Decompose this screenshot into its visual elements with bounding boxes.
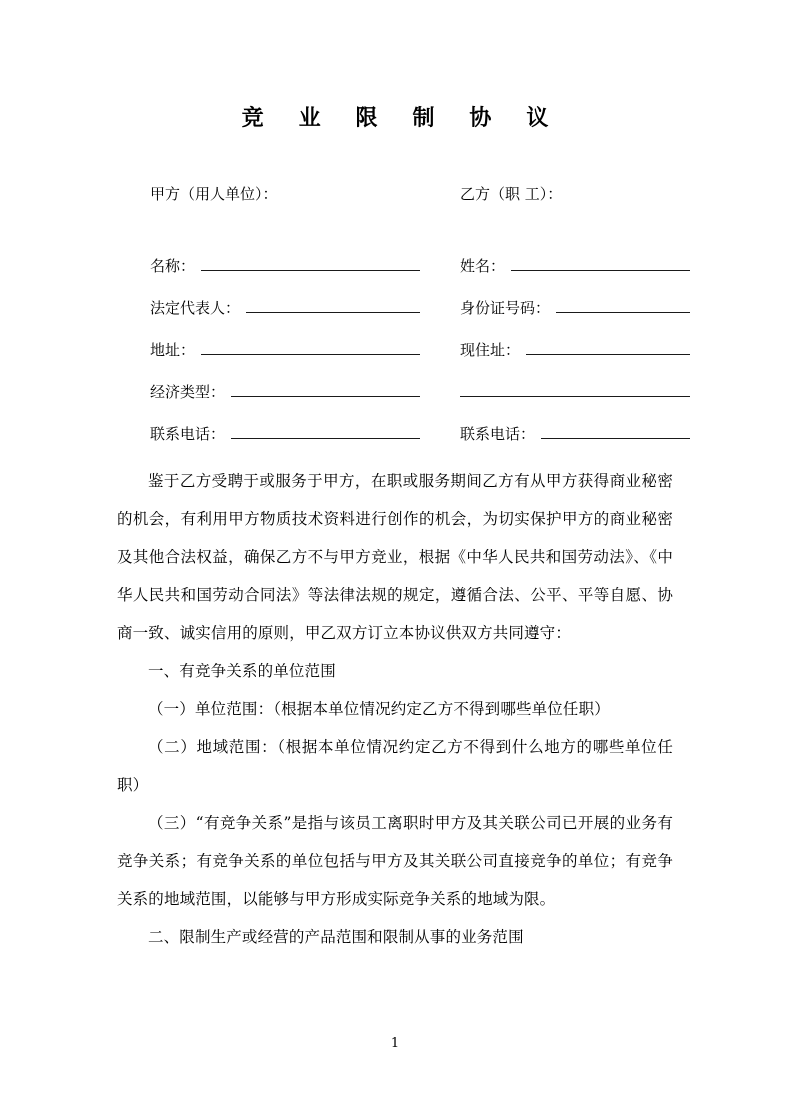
page-title: 竞 业 限 制 协 议	[241, 105, 562, 131]
clause-1-2: （二）地域范围：（根据本单位情况约定乙方不得到什么地方的哪些单位任职）	[117, 738, 673, 794]
field-id-number[interactable]	[460, 294, 690, 318]
field-employee-phone[interactable]	[460, 420, 690, 444]
field-company-name[interactable]	[150, 252, 420, 276]
field-company-address[interactable]	[150, 336, 420, 360]
field-blank-line[interactable]	[526, 336, 690, 355]
field-label: 现住址：	[460, 341, 521, 359]
section-two-heading: 二、限制生产或经营的产品范围和限制从事的业务范围	[148, 928, 524, 946]
field-blank-line[interactable]	[201, 252, 420, 271]
field-legal-representative[interactable]	[150, 294, 420, 318]
form-row	[150, 252, 690, 294]
field-economic-type[interactable]	[150, 378, 420, 402]
field-blank-line[interactable]	[511, 252, 690, 271]
preamble-paragraph: 鉴于乙方受聘于或服务于甲方，在职或服务期间乙方有从甲方获得商业秘密的机会，有利用甲方物质技术资料进行创作的机会，为切实保护甲方的商业秘密及其他合法权益，确保乙方不与甲方竞业，根据《中华人民共和国劳动法》、《中华人民共和国劳动合同法》等法律法规的规定，遵循合法、公平、平等自愿、协商一致、诚实信用的原则，甲乙双方订立本协议供双方共同遵守：	[117, 472, 673, 642]
field-label: 经济类型：	[150, 383, 226, 401]
clause-1-3: （三）“有竞争关系”是指与该员工离职时甲方及其关联公司已开展的业务有竞争关系；有竞争关系的单位包括与甲方及其关联公司直接竞争的单位；有竞争关系的地域范围，以能够与甲方形成实际竞争关系的地域为限。	[117, 814, 673, 908]
field-employee-name[interactable]	[460, 252, 690, 276]
field-current-address[interactable]	[460, 336, 690, 360]
clause-1-1: （一）单位范围：（根据本单位情况约定乙方不得到哪些单位任职）	[148, 700, 610, 718]
field-blank-line[interactable]	[201, 336, 420, 355]
party-info-form	[150, 252, 690, 462]
field-blank-line[interactable]	[246, 294, 420, 313]
party-heading-row	[150, 182, 690, 206]
field-label: 联系电话：	[150, 425, 226, 443]
field-unlabeled-blank[interactable]	[460, 378, 690, 402]
field-label: 名称：	[150, 257, 196, 275]
page-number: 1	[390, 1036, 400, 1051]
document-body	[117, 462, 673, 956]
field-blank-line[interactable]	[541, 420, 690, 439]
field-company-phone[interactable]	[150, 420, 420, 444]
field-label: 地址：	[150, 341, 196, 359]
party-a-heading: 甲方（用人单位）：	[150, 185, 278, 203]
field-blank-line[interactable]	[556, 294, 690, 313]
field-label: 身份证号码：	[460, 299, 551, 317]
field-blank-line[interactable]	[231, 378, 420, 397]
form-row	[150, 336, 690, 378]
section-one-heading: 一、有竞争关系的单位范围	[148, 662, 336, 680]
field-label: 姓名：	[460, 257, 506, 275]
field-label: 法定代表人：	[150, 299, 241, 317]
field-label: 联系电话：	[460, 425, 536, 443]
form-row	[150, 420, 690, 462]
field-blank-line[interactable]	[460, 378, 690, 397]
party-b-heading: 乙方（职 工）：	[460, 185, 563, 203]
form-row	[150, 378, 690, 420]
form-row	[150, 294, 690, 336]
field-blank-line[interactable]	[231, 420, 420, 439]
